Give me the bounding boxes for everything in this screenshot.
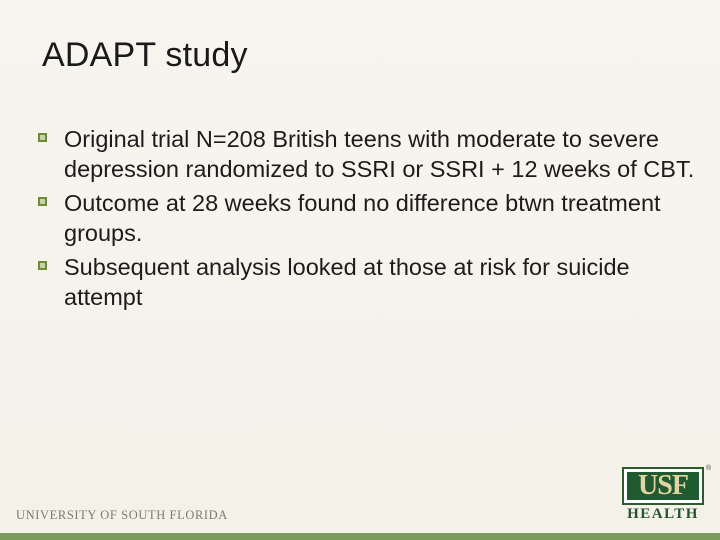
- bullet-list: [38, 124, 698, 316]
- bullet-text: Outcome at 28 weeks found no difference btwn treatment groups.: [64, 190, 661, 246]
- bottom-accent-bar: [0, 533, 720, 540]
- university-footer-text: UNIVERSITY OF SOUTH FLORIDA: [16, 508, 228, 522]
- logo-frame: [622, 467, 704, 505]
- bullet-text: Original trial N=208 British teens with moderate to severe depression randomized to SSRI or SSRI + 12 weeks of CBT.: [64, 126, 695, 182]
- square-bullet-icon: [38, 261, 47, 270]
- square-bullet-icon: [38, 197, 47, 206]
- slide-title: ADAPT study: [42, 36, 248, 74]
- logo-health-text: HEALTH: [627, 506, 699, 522]
- bullet-item: [38, 252, 698, 312]
- logo-usf-text: USF: [627, 472, 699, 500]
- usf-health-logo: [622, 465, 712, 525]
- logo-trademark: ®: [706, 465, 712, 472]
- square-bullet-icon: [38, 133, 47, 142]
- bullet-item: [38, 188, 698, 248]
- bullet-item: [38, 124, 698, 184]
- bullet-text: Subsequent analysis looked at those at risk for suicide attempt: [64, 254, 630, 310]
